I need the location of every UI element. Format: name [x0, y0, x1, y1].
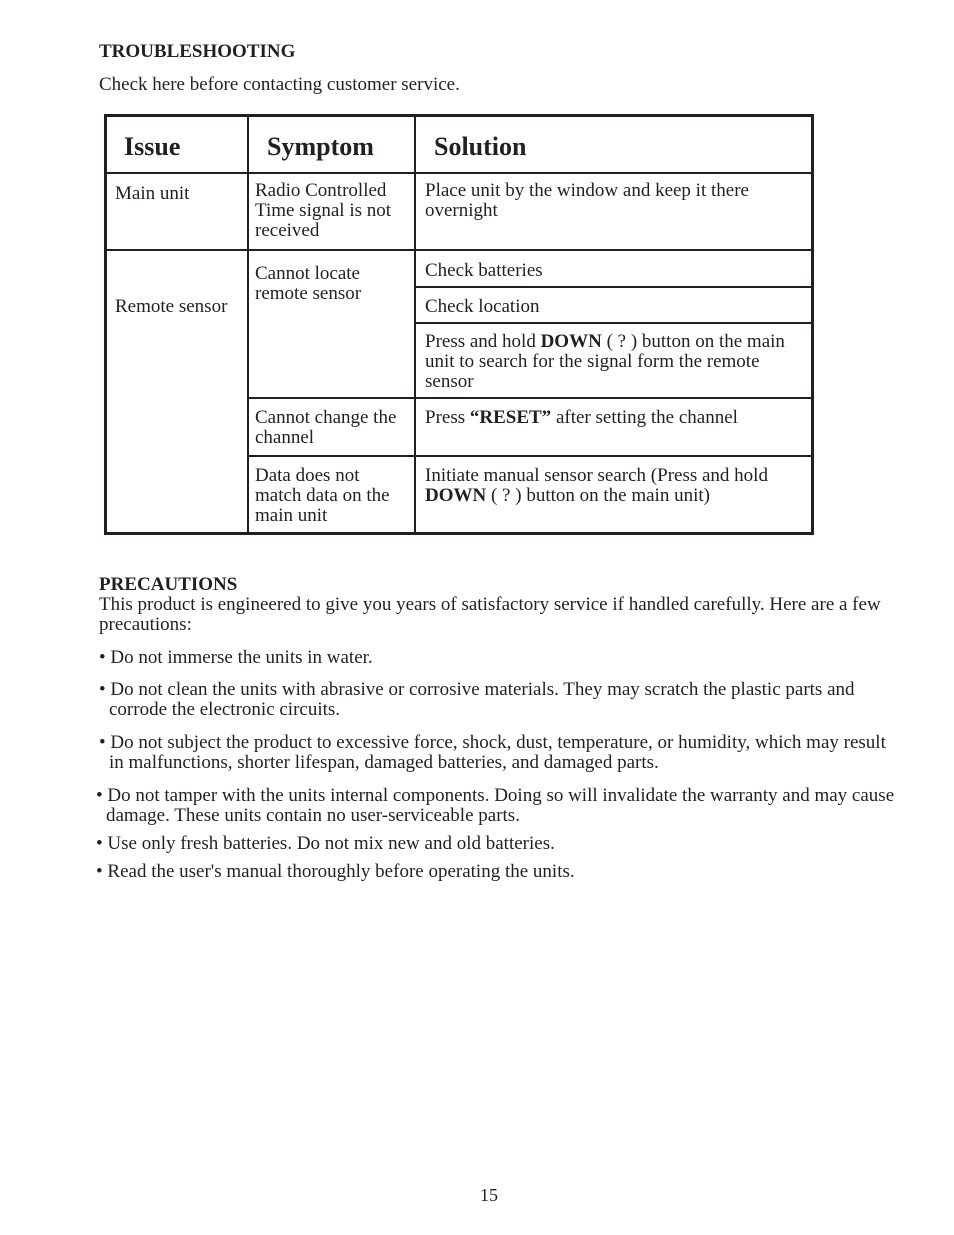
solution-window: Place unit by the window and keep it there overnight [425, 180, 749, 221]
row-divider [416, 322, 811, 324]
row-divider [107, 172, 811, 174]
symptom-cannot-change-channel: Cannot change the channel [255, 407, 397, 448]
solution-manual-search [425, 466, 805, 506]
solution-text: after setting the channel [551, 407, 738, 428]
row-divider [107, 249, 811, 251]
row-divider [249, 455, 811, 457]
issue-main-unit: Main unit [115, 183, 190, 204]
row-divider [249, 397, 811, 399]
symptom-cannot-locate: Cannot locate remote sensor [255, 263, 362, 304]
issue-remote-sensor: Remote sensor [115, 296, 228, 317]
troubleshooting-title: TROUBLESHOOTING [99, 41, 296, 62]
row-divider [416, 286, 811, 288]
solution-check-batteries: Check batteries [425, 260, 543, 281]
precautions-title: PRECAUTIONS [99, 574, 238, 595]
solution-press-reset [425, 408, 805, 428]
header-solution: Solution [434, 132, 527, 161]
precaution-item: • Read the user's manual thoroughly before operating the units. [96, 861, 575, 882]
solution-press-hold-down [425, 332, 795, 392]
solution-text: ( ? ) button on the main unit to search for the signal form the remote sensor [425, 331, 785, 392]
column-divider [247, 117, 249, 532]
symptom-radio-signal: Radio Controlled Time signal is not received [255, 180, 392, 241]
precaution-item: • Do not immerse the units in water. [99, 647, 373, 668]
solution-text: Press and hold [425, 331, 541, 352]
solution-check-location: Check location [425, 296, 540, 317]
precaution-item: • Do not tamper with the units internal components. Doing so will invalidate the warranty and may cause damage. These units contain no user-serviceable parts. [96, 785, 895, 826]
precaution-item: • Do not clean the units with abrasive or corrosive materials. They may scratch the plastic parts and corrode the electronic circuits. [99, 679, 855, 720]
solution-text: Initiate manual sensor search (Press and hold [425, 465, 768, 486]
troubleshooting-table [104, 114, 814, 535]
precautions-intro: This product is engineered to give you years of satisfactory service if handled carefully. Here are a few precautions: [99, 594, 881, 635]
down-label: DOWN [540, 331, 602, 352]
precaution-item: • Do not subject the product to excessive force, shock, dust, temperature, or humidity, which may result in malfunctions, shorter lifespan, damaged batteries, and damaged parts. [99, 732, 886, 773]
column-divider [414, 117, 416, 532]
page-number: 15 [480, 1185, 498, 1205]
troubleshooting-intro: Check here before contacting customer service. [99, 74, 460, 95]
header-issue: Issue [124, 132, 181, 161]
header-symptom: Symptom [267, 132, 374, 161]
solution-text: ( ? ) button on the main unit) [486, 485, 710, 506]
symptom-data-mismatch: Data does not match data on the main unit [255, 465, 390, 526]
precaution-item: • Use only fresh batteries. Do not mix new and old batteries. [96, 833, 555, 854]
reset-label: “RESET” [469, 407, 552, 428]
solution-text: Press [425, 407, 470, 428]
down-label: DOWN [425, 485, 487, 506]
